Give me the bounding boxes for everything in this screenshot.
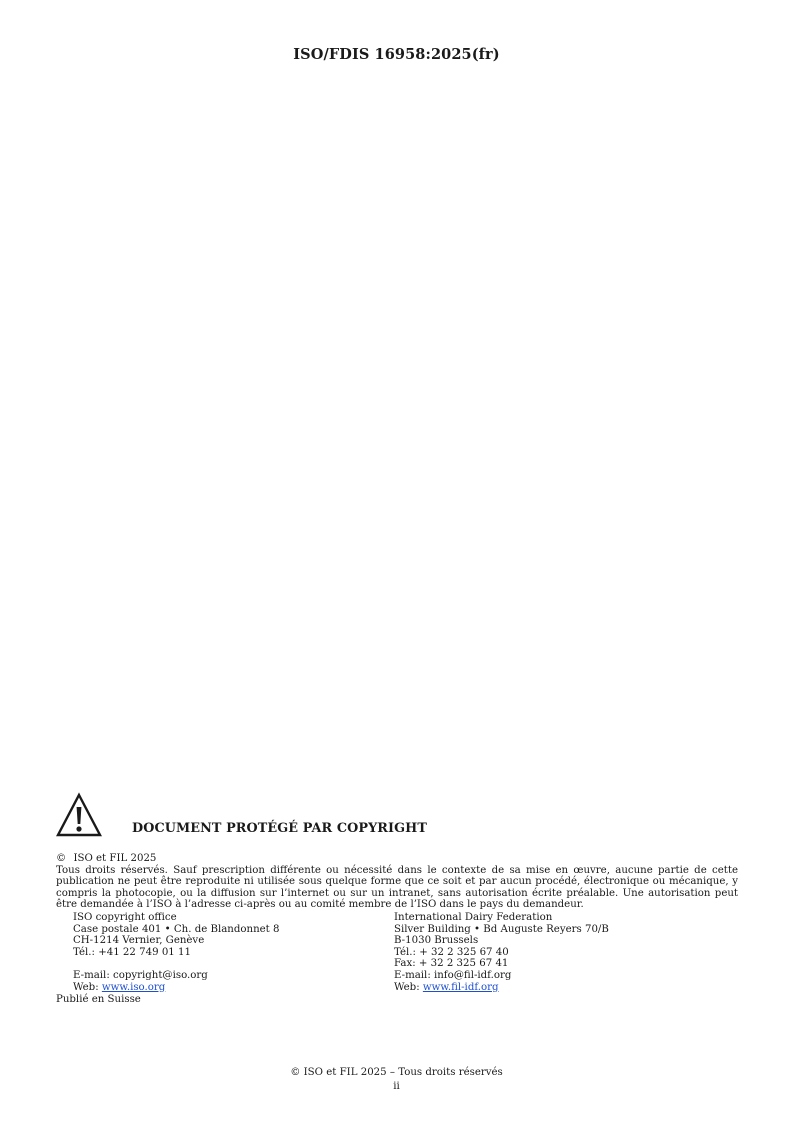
iso-address xyxy=(56,912,377,993)
page-footer xyxy=(0,1066,793,1094)
contact-addresses xyxy=(56,912,738,993)
published-in: Publié en Suisse xyxy=(56,994,141,1006)
idf-building: Silver Building • Bd Auguste Reyers 70/B xyxy=(394,923,609,935)
iso-web-label: Web: xyxy=(73,981,102,993)
iso-email: E-mail: copyright@iso.org xyxy=(73,969,208,981)
idf-email: E-mail: info@fil-idf.org xyxy=(394,969,512,981)
copyright-title: DOCUMENT PROTÉGÉ PAR COPYRIGHT xyxy=(132,821,427,836)
iso-postal: Case postale 401 • Ch. de Blandonnet 8 xyxy=(73,923,280,935)
idf-web xyxy=(394,982,609,994)
copyright-symbol: © xyxy=(56,853,67,864)
copyright-year-line xyxy=(56,853,738,865)
iso-web-link[interactable]: www.iso.org xyxy=(101,981,166,993)
idf-address xyxy=(377,912,609,993)
footer-copyright: © ISO et FIL 2025 – Tous droits réservés xyxy=(290,1067,503,1078)
document-id-header: ISO/FDIS 16958:2025(fr) xyxy=(293,46,500,63)
rights-statement: Tous droits réservés. Sauf prescription différente ou nécessité dans le contexte de sa mise en œuvre, aucune partie de cette publication ne peut être reproduite ni utilisée sous quelque forme que ce soit et par aucun procédé, électronique ou mécanique, y compris la photocopie, ou la diffusion sur l’internet ou sur un intranet, sans autorisation écrite préalable. Une autorisation peut être demandée à l’ISO à l’adresse ci-après ou au comité membre de l’ISO dans le pays du demandeur. xyxy=(56,864,738,911)
iso-office-name: ISO copyright office xyxy=(73,911,177,923)
copyright-notice xyxy=(56,792,738,1006)
warning-triangle-icon xyxy=(56,792,102,838)
idf-name: International Dairy Federation xyxy=(394,911,553,923)
idf-phone: Tél.: + 32 2 325 67 40 xyxy=(394,946,509,958)
copyright-holders: ISO et FIL 2025 xyxy=(73,853,157,864)
idf-web-link[interactable]: www.fil-idf.org xyxy=(422,981,499,993)
copyright-heading-row xyxy=(56,792,738,842)
iso-city: CH-1214 Vernier, Genève xyxy=(73,935,205,947)
iso-web xyxy=(73,982,377,994)
iso-phone: Tél.: +41 22 749 01 11 xyxy=(73,946,191,958)
idf-web-label: Web: xyxy=(394,981,423,993)
page-number: ii xyxy=(393,1081,400,1092)
idf-city: B-1030 Brussels xyxy=(394,935,479,947)
idf-fax: Fax: + 32 2 325 67 41 xyxy=(394,958,509,970)
